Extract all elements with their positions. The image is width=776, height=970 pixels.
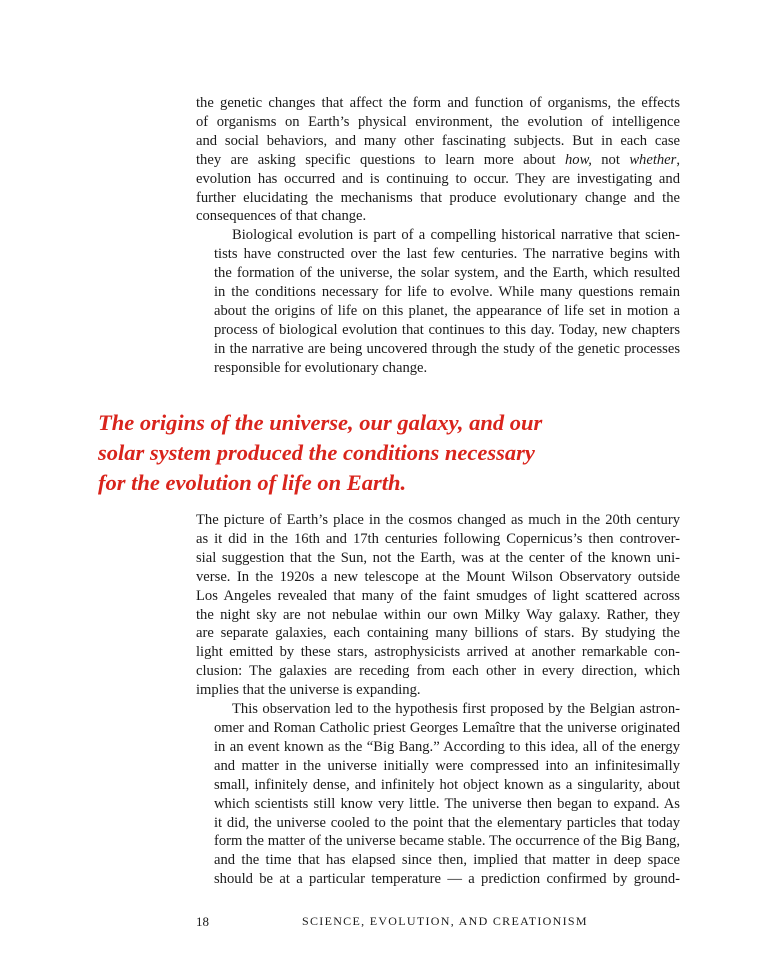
paragraph-historical-narrative: [196, 226, 680, 377]
text-line: evolution has occurred and is continuing to occur. They are investigating and: [196, 170, 680, 187]
page-number: 18: [196, 914, 209, 929]
paragraph-genetic-changes: [196, 94, 680, 226]
text-line: consequences of that change.: [196, 208, 367, 225]
text-line: the formation of the universe, the solar system, and the Earth, which resulted: [214, 265, 680, 282]
running-title: SCIENCE, EVOLUTION, AND CREATIONISM: [302, 914, 588, 928]
text-line: sial suggestion that the Sun, not the Earth, was at the center of the known uni-: [196, 549, 680, 566]
text-line: the genetic changes that affect the form and function of organisms, the effects: [196, 95, 680, 111]
text-line: and the time that has elapsed since then, implied that matter in deep space: [214, 852, 680, 869]
text-line: light emitted by these stars, astrophysicists arrived at another remarkable con-: [196, 644, 680, 661]
text-line: and matter in the universe initially were compressed into an infinitesimally: [214, 757, 680, 774]
text-line: form the matter of the universe became stable. The occurrence of the Big Bang,: [214, 833, 680, 850]
text-run: ,: [676, 151, 680, 168]
text-line: in an event known as the “Big Bang.” According to this idea, all of the energy: [214, 738, 680, 755]
text-line: This observation led to the hypothesis first proposed by the Belgian astron-: [232, 701, 680, 718]
text-line: as it did in the 16th and 17th centuries following Copernicus’s then controver-: [196, 530, 680, 547]
emphasis-how: how,: [564, 151, 592, 168]
text-line: it did, the universe cooled to the point that the elementary particles that today: [214, 814, 680, 831]
text-line: clusion: The galaxies are receding from each other in every direction, which: [196, 663, 680, 680]
heading-line: for the evolution of life on Earth.: [98, 470, 407, 495]
emphasis-whether: whether: [629, 151, 677, 168]
text-line: in the narrative are being uncovered through the study of the genetic processes: [214, 340, 680, 357]
text-line: the night sky are not nebulae within our own Milky Way galaxy. Rather, they: [196, 606, 680, 623]
text-line: small, infinitely dense, and infinitely hot object known as a singularity, about: [214, 776, 680, 793]
text-line: verse. In the 1920s a new telescope at the Mount Wilson Observatory outside: [196, 568, 680, 585]
bottom-text-block: [196, 511, 680, 889]
text-line: omer and Roman Catholic priest Georges Lemaître that the universe originated: [214, 719, 680, 736]
text-line: [196, 151, 680, 170]
text-line: The picture of Earth’s place in the cosmos changed as much in the 20th century: [196, 512, 680, 528]
text-run: not: [591, 151, 630, 168]
text-run: they are asking specific questions to learn more about: [196, 151, 565, 168]
text-line: should be at a particular temperature — a prediction confirmed by ground-: [214, 871, 680, 888]
paragraph-big-bang: [196, 700, 680, 889]
text-line: of organisms on Earth’s physical environment, the evolution of intelligence: [196, 113, 680, 130]
text-line: further elucidating the mechanisms that produce evolutionary change and the: [196, 189, 680, 206]
text-line: and social behaviors, and many other fascinating subjects. But in each case: [196, 132, 680, 149]
text-line: in the conditions necessary for life to evolve. While many questions remain: [214, 284, 680, 301]
paragraph-earths-place-in-cosmos: [196, 511, 680, 700]
text-line: about the origins of life on this planet, the appearance of life set in motion a: [214, 302, 680, 319]
heading-line: solar system produced the conditions necessary: [98, 440, 535, 465]
text-line: Los Angeles revealed that many of the faint smudges of light scattered across: [196, 587, 680, 604]
text-line: which scientists still know very little. The universe then began to expand. As: [214, 795, 680, 812]
text-line: implies that the universe is expanding.: [196, 682, 421, 699]
text-line: process of biological evolution that continues to this day. Today, new chapters: [214, 321, 680, 338]
top-text-block: [196, 94, 680, 378]
section-heading: [98, 408, 578, 498]
text-line: Biological evolution is part of a compelling historical narrative that scien-: [232, 227, 680, 244]
heading-line: The origins of the universe, our galaxy, and our: [98, 410, 543, 435]
text-line: tists have constructed over the last few centuries. The narrative begins with: [214, 246, 680, 263]
text-line: responsible for evolutionary change.: [214, 359, 428, 376]
text-line: are separate galaxies, each containing many billions of stars. By studying the: [196, 625, 680, 642]
